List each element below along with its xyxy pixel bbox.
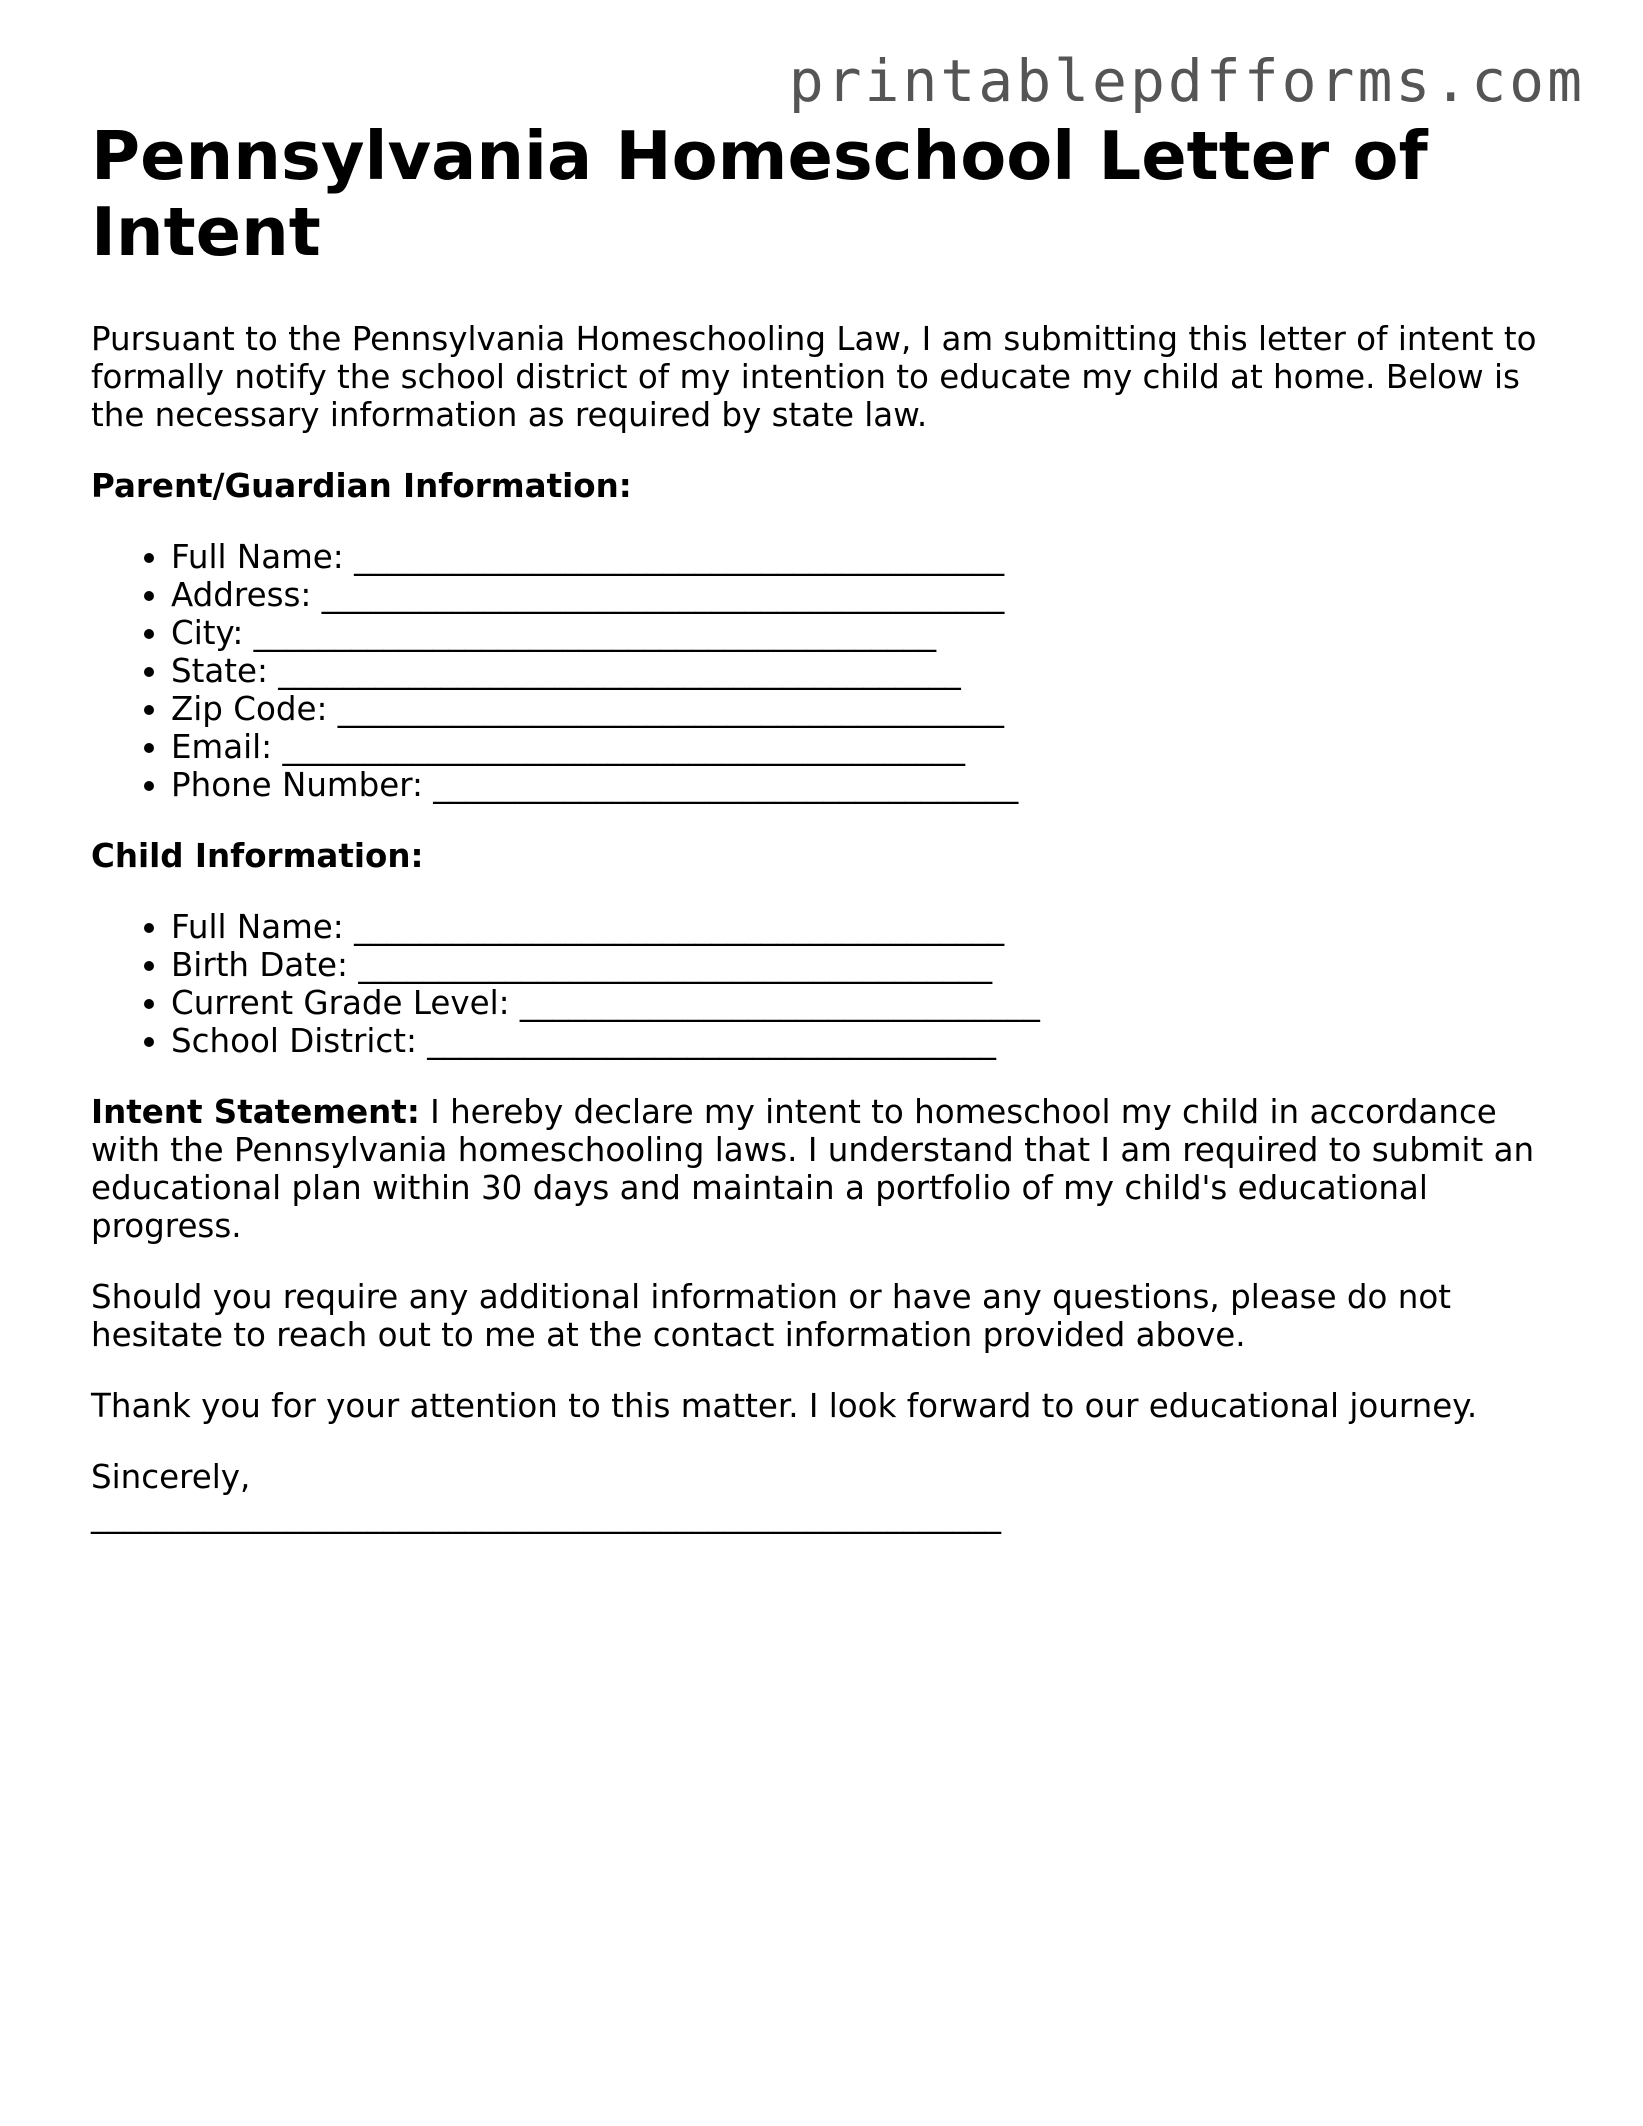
intent-text: I hereby declare my intent to homeschool my child in accordance with the Pennsylvania homeschooling laws. I understand that I am required to submit an educational plan within 30 days and maintain a portfolio of my child's educational progress.: [91, 1093, 1535, 1245]
thanks-paragraph: Thank you for your attention to this matter. I look forward to our educational journey.: [91, 1387, 1478, 1425]
parent-fields-list: [91, 538, 1571, 804]
parent-phone-field: • Phone Number: ____________________________________: [171, 766, 1571, 804]
signature-line: ________________________________________________________: [91, 1496, 1001, 1534]
parent-full-name-field: • Full Name: ________________________________________: [171, 538, 1571, 576]
intro-paragraph: Pursuant to the Pennsylvania Homeschooling Law, I am submitting this letter of intent to formally notify the school district of my intention to educate my child at home. Below is the necessary information as required by state law.: [91, 320, 1537, 434]
parent-state-field: • State: __________________________________________: [171, 652, 1571, 690]
parent-section-heading: Parent/Guardian Information:: [91, 467, 632, 505]
page-title: Pennsylvania Homeschool Letter of Intent: [91, 117, 1428, 271]
watermark: printablepdfforms.com: [788, 47, 1585, 115]
intent-label: Intent Statement:: [91, 1093, 420, 1131]
child-school-district-field: • School District: ___________________________________: [171, 1022, 1571, 1060]
child-fields-list: [91, 908, 1571, 1060]
child-section-heading: Child Information:: [91, 837, 424, 875]
child-full-name-field: • Full Name: ________________________________________: [171, 908, 1571, 946]
intent-statement: [91, 1093, 1571, 1245]
parent-zip-field: • Zip Code: _________________________________________: [171, 690, 1571, 728]
contact-paragraph: Should you require any additional information or have any questions, please do not hesitate to reach out to me at the contact information provided above.: [91, 1278, 1451, 1354]
parent-email-field: • Email: __________________________________________: [171, 728, 1571, 766]
letter-body: [91, 118, 1571, 1534]
closing: Sincerely,: [91, 1458, 251, 1496]
parent-address-field: • Address: __________________________________________: [171, 576, 1571, 614]
parent-city-field: • City: __________________________________________: [171, 614, 1571, 652]
child-grade-level-field: • Current Grade Level: ________________________________: [171, 984, 1571, 1022]
child-birth-date-field: • Birth Date: _______________________________________: [171, 946, 1571, 984]
